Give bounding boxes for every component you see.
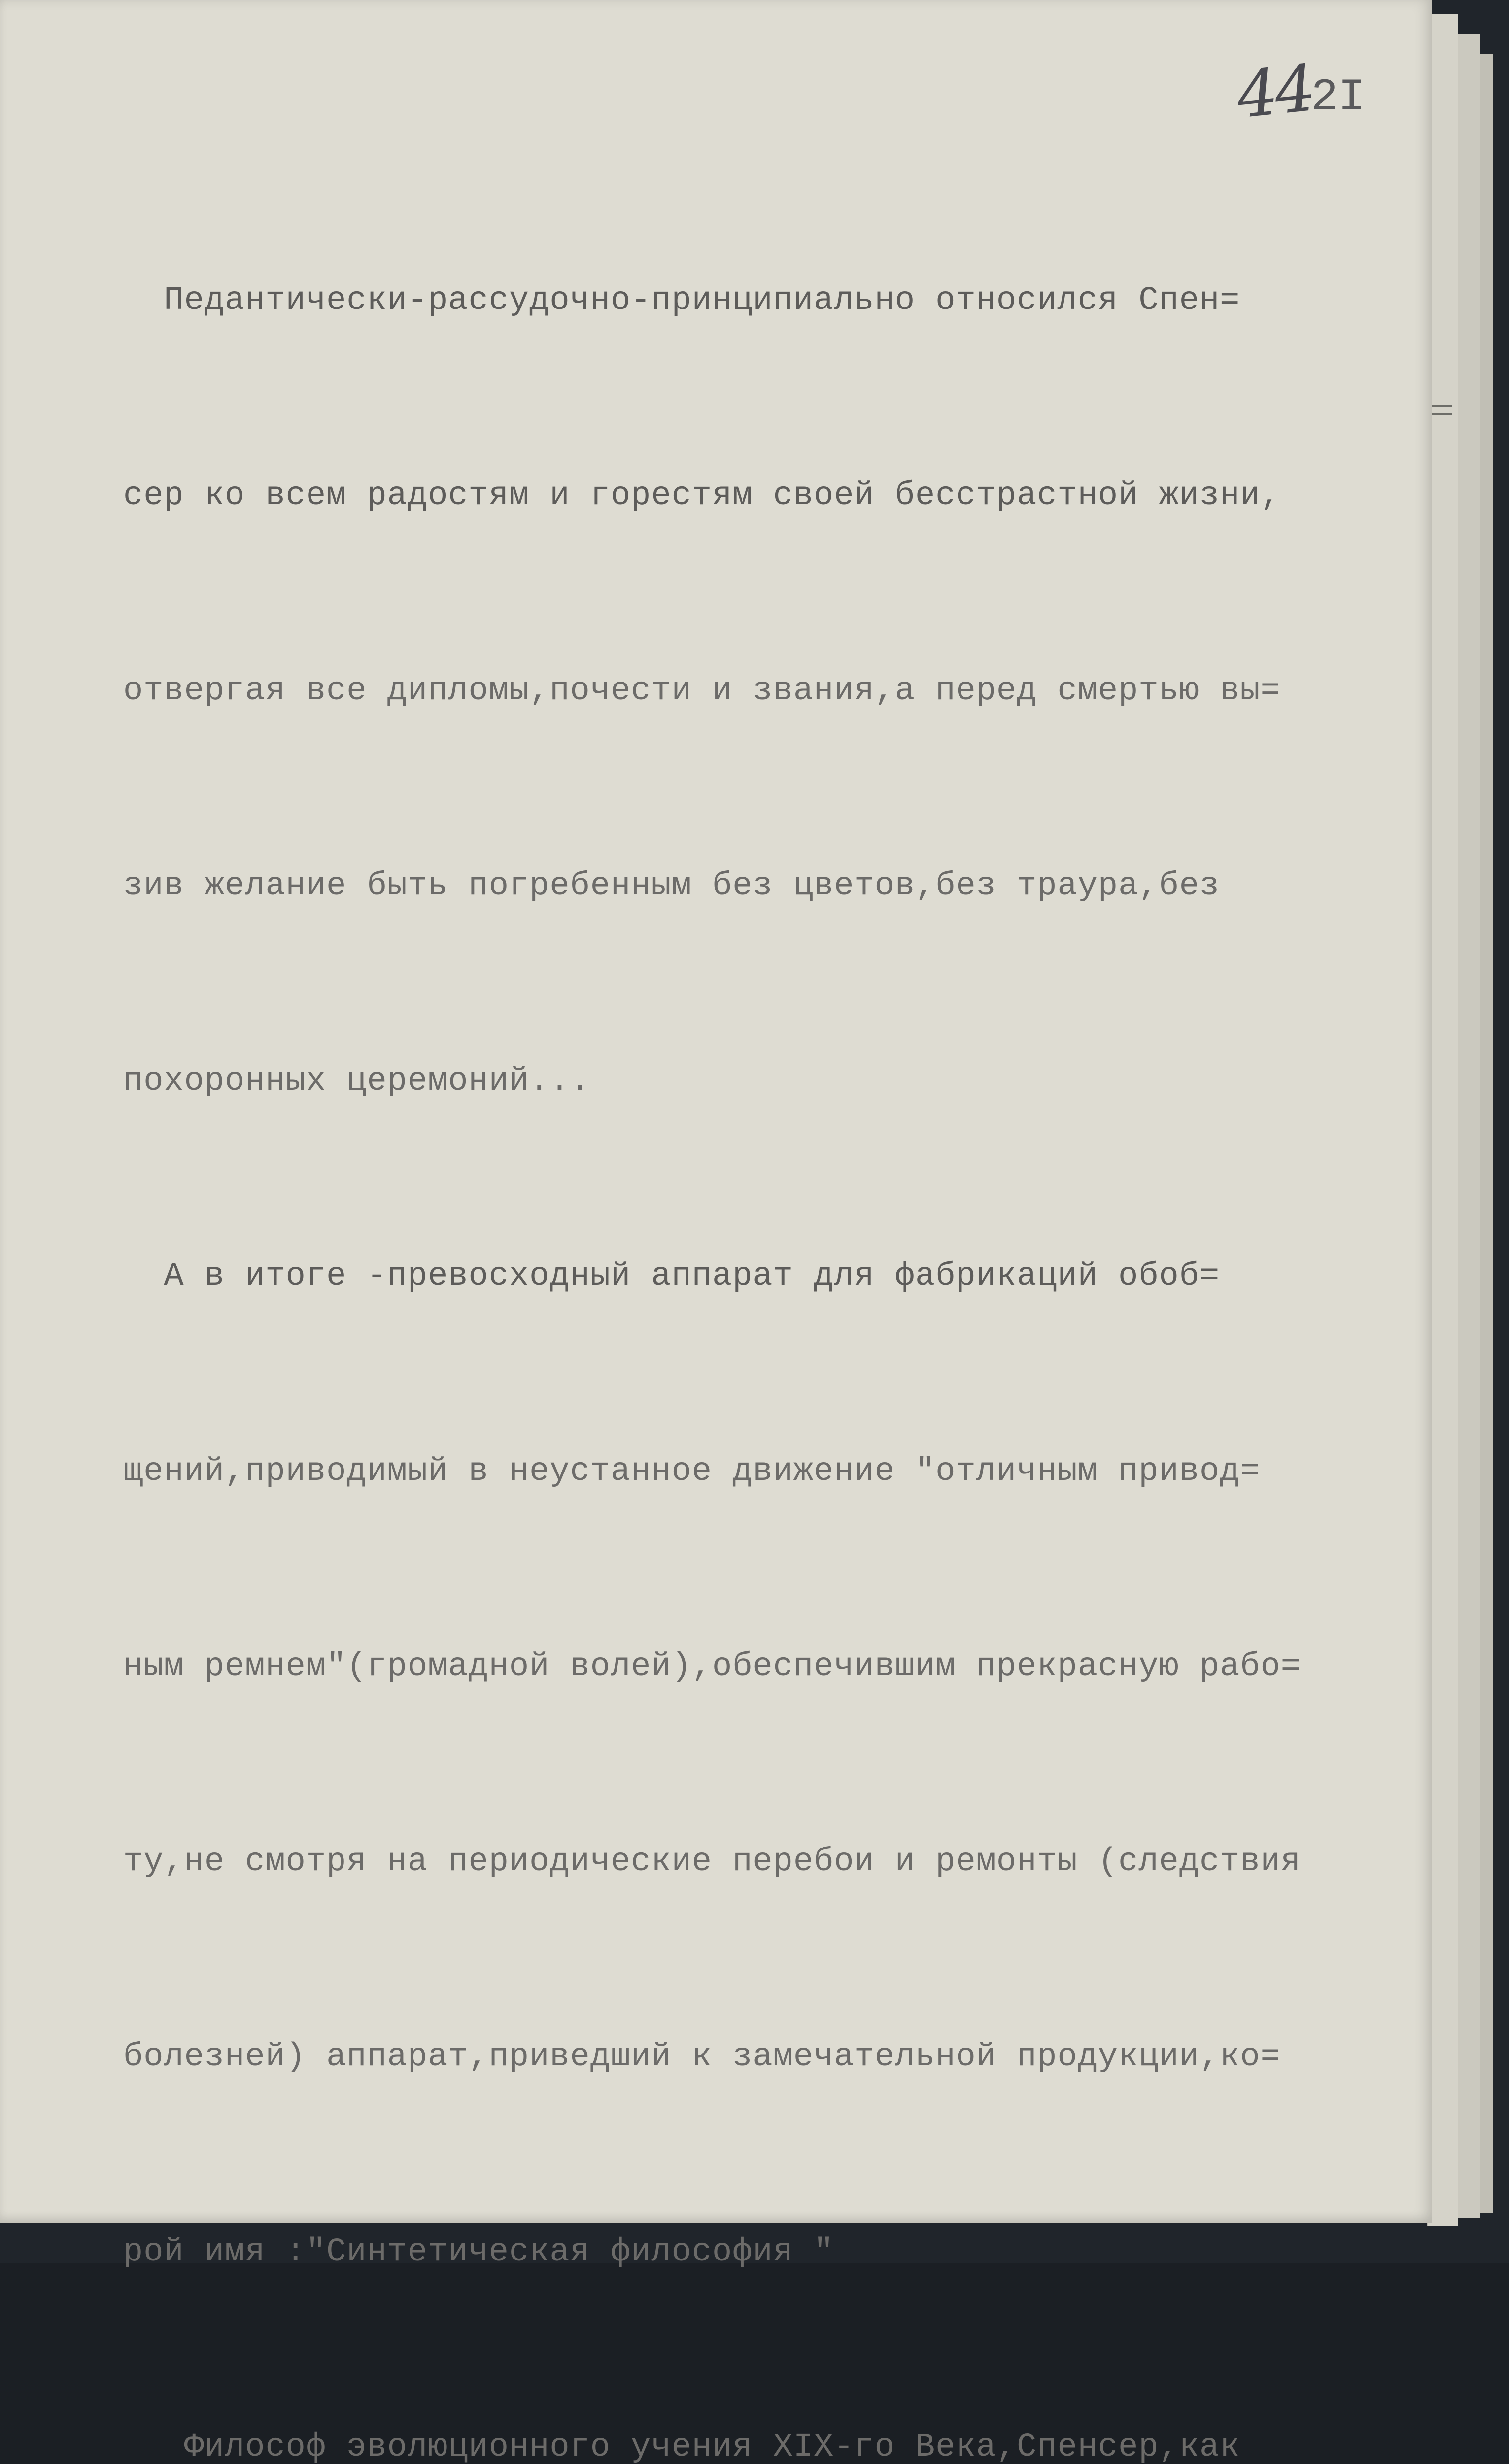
text-line: рой имя :"Синтетическая философия " (123, 2233, 834, 2271)
handwritten-page-number: 44 (1233, 50, 1316, 133)
text-line: болезней) аппарат,приведший к замечательной продукции,ко= (123, 2038, 1281, 2076)
text-line: отвергая все дипломы,почести и звания,а перед смертью вы= (123, 672, 1281, 710)
text-line: ным ремнем"(громадной волей),обеспечившим прекрасную рабо= (123, 1648, 1301, 1685)
text-line: А в итоге -превосходный аппарат для фабрикаций обоб= (123, 1258, 1220, 1295)
text-line: Философ эволюционного учения XIX-го Века,Спенсер,как (123, 2429, 1240, 2464)
typewritten-text (123, 138, 1424, 2464)
text-line: сер ко всем радостям и горестям своей бесстрастной жизни, (123, 477, 1281, 514)
text-line: похоронных церемоний... (123, 1062, 590, 1100)
text-line: щений,приводимый в неустанное движение "отличным привод= (123, 1453, 1261, 1490)
typed-page-number: 2I (1311, 71, 1366, 123)
margin-mark (1432, 405, 1452, 407)
text-line: Педантически-рассудочно-принципиально относился Спен= (123, 282, 1240, 319)
margin-mark (1432, 413, 1452, 415)
text-line: зив желание быть погребенным без цветов,без траура,без (123, 867, 1220, 905)
text-line: ту,не смотря на периодические перебои и ремонты (следствия (123, 1843, 1301, 1881)
